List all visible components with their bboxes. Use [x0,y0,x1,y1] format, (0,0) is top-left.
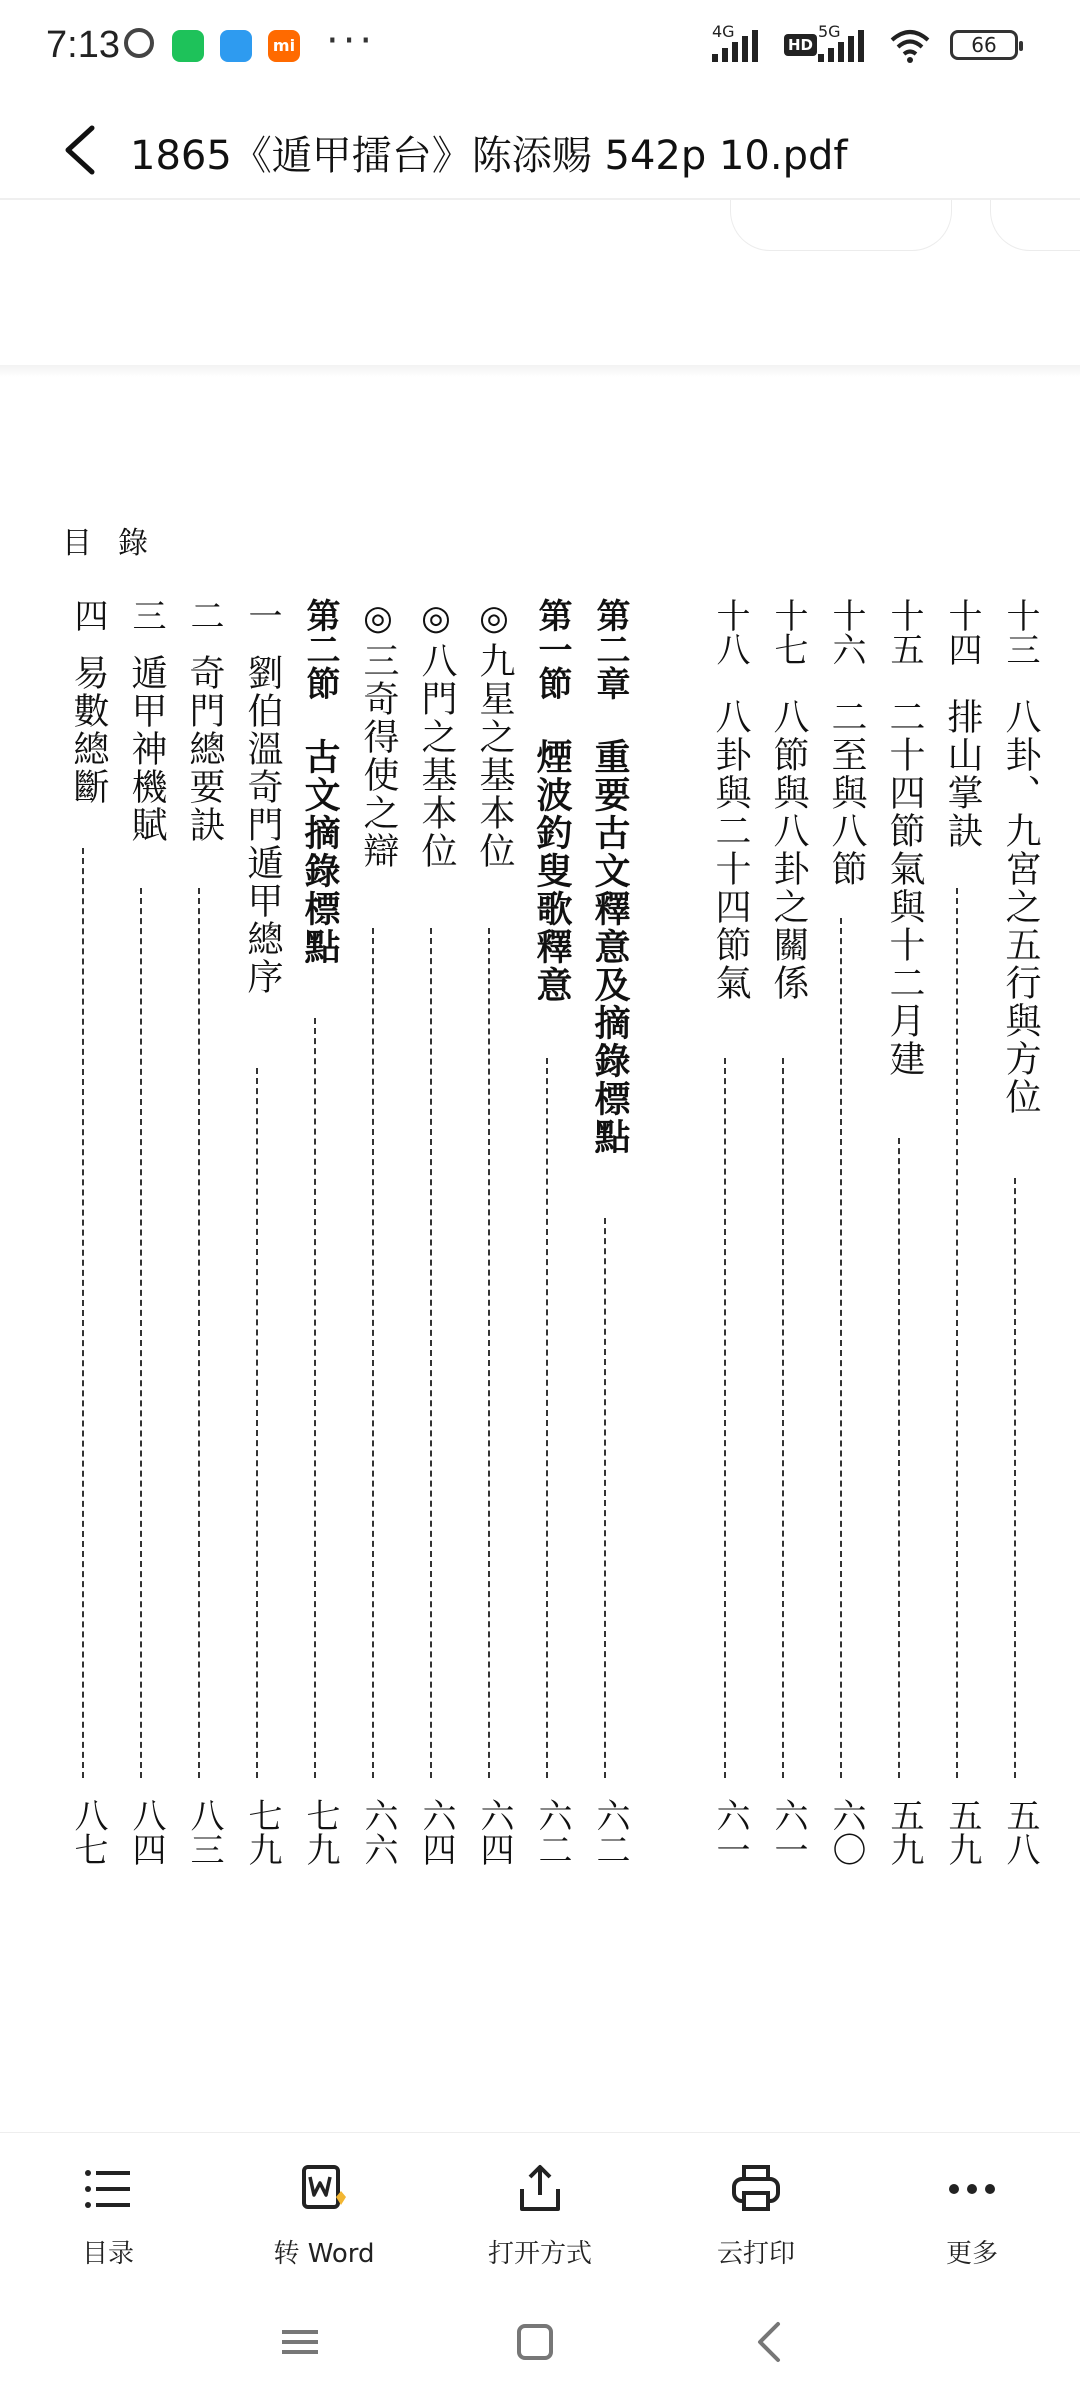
toc-button[interactable] [0,2133,216,2283]
toc-entry-page: 六〇 [826,1798,866,1866]
recent-apps-icon[interactable] [270,2312,330,2372]
toc-leader-line [372,928,374,1778]
status-time: 7:13 [46,24,120,66]
share-icon [512,2161,568,2217]
wechat-icon [172,30,204,62]
back-arrow-icon[interactable] [56,122,106,178]
toc-leader-line [198,888,200,1778]
toc-entry[interactable] [932,598,982,2048]
toc-entry-number: 十五 [884,598,924,666]
pdf-page[interactable] [0,380,1080,2130]
toc-leader-line [840,918,842,1778]
toc-entry-page: 七九 [300,1798,340,1866]
system-nav-bar [0,2282,1080,2400]
toc-entry-page: 六二 [590,1798,630,1866]
toc-entry-title: 奇門總要訣 [184,654,225,844]
toc-entry-page: 六四 [416,1798,456,1866]
mi-icon: mi [268,30,300,62]
list-icon [80,2161,136,2217]
network-5g-label: 5G [818,22,841,41]
toc-entry-page: 八七 [68,1798,108,1866]
toc-entry-title: 二至與八節 [826,698,867,888]
cloud-print-button[interactable] [648,2133,864,2283]
toc-entry-title: 八門之基本位 [416,642,457,870]
toc-entry-page: 七九 [242,1798,282,1866]
toc-entry[interactable] [174,598,224,2048]
toc-section[interactable] [522,598,572,2048]
toc-entry[interactable] [58,598,108,2048]
network-4g-label: 4G [712,22,735,41]
toc-entry-title: 八節與八卦之關係 [768,698,809,1002]
back-nav-icon[interactable] [740,2312,800,2372]
toc-entry[interactable] [464,598,514,2048]
toc-entry-page: 五九 [942,1798,982,1866]
toc-entry-number: 十八 [710,598,750,666]
alarm-icon [124,28,154,58]
toc-entry-page: 八三 [184,1798,224,1866]
toc-entry-title: 劉伯溫奇門遁甲總序 [242,654,283,996]
toc-entry-title: 二十四節氣與十二月建 [884,698,925,1078]
toc-entry-page: 六四 [474,1798,514,1866]
wifi-icon [890,28,930,64]
toc-entry-number: 第二章 [590,598,630,700]
toc-leader-line [82,848,84,1778]
toc-entry-number: 十四 [942,598,982,666]
document-title: 1865《遁甲擂台》陈添赐 542p 10.pdf [130,133,848,179]
toc-entry-title: 煙波釣叟歌釋意 [531,738,573,1004]
toc-leader-line [256,1068,258,1778]
app-notification-icon [220,30,252,62]
convert-word-button[interactable] [216,2133,432,2283]
toc-chapter[interactable] [580,598,630,2048]
cloud-print-label: 云打印 [716,2239,795,2269]
toc-entry-title: 遁甲神機賦 [126,654,167,844]
toc-entry-number: 第二節 [300,598,340,700]
printer-icon [728,2161,784,2217]
toc-entry[interactable] [758,598,808,2048]
toc-entry-page: 八四 [126,1798,166,1866]
toc-entry-title: 三奇得使之辯 [358,642,399,870]
open-with-label: 打开方式 [487,2239,592,2269]
previous-page-bottom [0,198,1080,380]
toc-entry-page: 五九 [884,1798,924,1866]
toc-entry-title: 重要古文釋意及摘錄標點 [589,738,631,1156]
more-button[interactable] [864,2133,1080,2283]
toc-entry-bullet: ◎ [358,598,398,638]
toc-leader-line [140,888,142,1778]
toc-leader-line [956,888,958,1778]
more-label: 更多 [945,2239,998,2269]
toc-entry-number: 二 [184,598,224,632]
toc-entry-page: 六二 [532,1798,572,1866]
more-notifications-icon: ··· [326,18,377,64]
toc-entry-number: 第一節 [532,598,572,700]
toc-entry[interactable] [232,598,282,2048]
toc-button-label: 目录 [81,2239,134,2269]
toc-leader-line [604,1218,606,1778]
hd-icon: HD [784,34,817,56]
title-bar [0,100,1080,200]
convert-word-label: 转 Word [273,2239,375,2269]
toc-leader-line [430,928,432,1778]
toc-entry-page: 五八 [1000,1798,1040,1866]
toc-entry[interactable] [990,598,1040,2048]
toc-entry[interactable] [348,598,398,2048]
page-edge-decoration [990,200,1080,251]
toc-entry[interactable] [700,598,750,2048]
more-icon [944,2161,1000,2217]
page-edge-decoration [730,200,952,251]
toc-entry-title: 八卦、九宮之五行與方位 [1000,698,1041,1116]
toc-entry-title: 古文摘錄標點 [299,738,341,966]
signal-5g-icon [818,30,864,62]
toc-entry[interactable] [116,598,166,2048]
toc-entry-bullet: ◎ [416,598,456,638]
open-with-button[interactable] [432,2133,648,2283]
toc-entry[interactable] [874,598,924,2048]
toc-entry-title: 易數總斷 [68,654,109,806]
toc-entry-number: 十六 [826,598,866,666]
toc-entry-page: 六一 [710,1798,750,1866]
toc-entry-title: 八卦與二十四節氣 [710,698,751,1002]
status-bar [0,0,1080,90]
toc-entry-number: 十七 [768,598,808,666]
toc-leader-line [488,928,490,1778]
toc-entry-title: 排山掌訣 [942,698,983,850]
toc-entry-number: 一 [242,598,282,632]
toc-entry-bullet: ◎ [474,598,514,638]
word-convert-icon [296,2161,352,2217]
toc-heading: 目錄 [62,526,174,561]
toc-leader-line [1014,1178,1016,1778]
home-icon[interactable] [505,2312,565,2372]
toc-entry-page: 六六 [358,1798,398,1866]
toc-entry-number: 十三 [1000,598,1040,666]
toc-leader-line [724,1058,726,1778]
toc-section[interactable] [290,598,340,2048]
toc-leader-line [546,1058,548,1778]
toc-entry-number: 四 [68,598,108,632]
toc-leader-line [782,1058,784,1778]
toc-entry-number: 三 [126,598,166,632]
toc-entry-page: 六一 [768,1798,808,1866]
toc-entry-title: 九星之基本位 [474,642,515,870]
toc-leader-line [898,1138,900,1778]
bottom-toolbar [0,2132,1080,2283]
toc-entry[interactable] [406,598,456,2048]
battery-icon: 66 [950,30,1018,60]
signal-4g-icon [712,30,758,62]
toc-leader-line [314,1018,316,1778]
toc-entry[interactable] [816,598,866,2048]
page-divider [0,365,1080,377]
